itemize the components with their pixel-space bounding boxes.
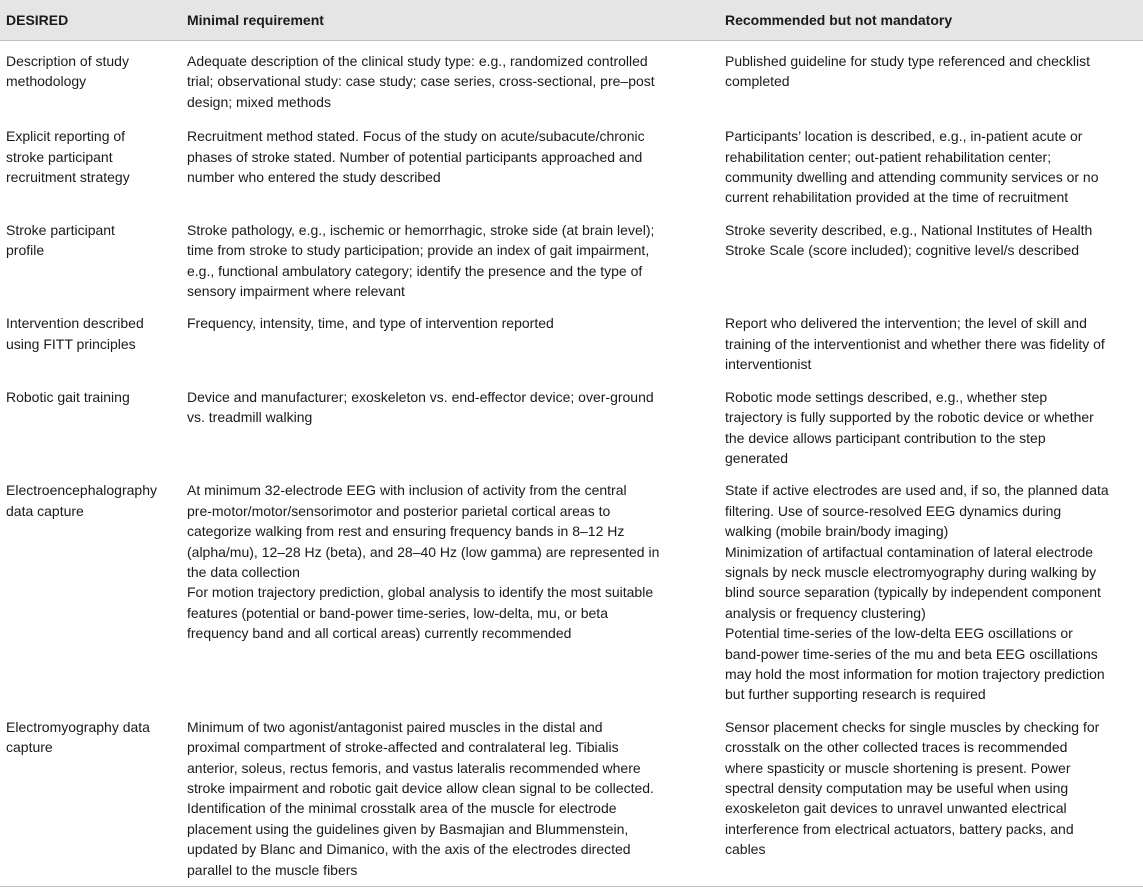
minimal-requirement-cell — [183, 473, 720, 709]
table-row — [0, 710, 1143, 887]
cell-text-line: interventionist — [725, 356, 812, 373]
cell-text-line: walking (mobile brain/body imaging) — [725, 523, 949, 540]
desired-cell — [0, 473, 183, 709]
cell-text-line: Minimization of artifactual contamination of lateral electrode — [725, 543, 1094, 560]
cell-text-line: Stroke Scale (score included); cognitive level/s described — [725, 242, 1080, 259]
cell-text-line: rehabilitation center; out-patient rehabilitation center; — [725, 148, 1052, 165]
cell-text-line: State if active electrodes are used and, if so, the planned data — [725, 482, 1109, 499]
minimal-requirement-cell — [183, 41, 720, 120]
minimal-requirement-cell — [183, 213, 720, 307]
cell-text-line: pre-motor/motor/sensorimotor and posterior parietal cortical areas to — [187, 502, 611, 519]
cell-text-line: design; mixed methods — [187, 93, 331, 110]
cell-text-line: features (potential or band-power time-series, low-delta, mu, or beta — [187, 604, 608, 621]
cell-text-line: profile — [6, 242, 45, 259]
cell-text-line: analysis or frequency clustering) — [725, 604, 926, 621]
cell-text-line: categorize walking from rest and ensuring frequency bands in 8–12 Hz — [187, 523, 625, 540]
table-row — [0, 473, 1143, 709]
minimal-requirement-cell — [183, 119, 720, 213]
cell-text-line: filtering. Use of source-resolved EEG dynamics during — [725, 502, 1062, 519]
cell-text-line: recruitment strategy — [6, 169, 130, 186]
table-row — [0, 119, 1143, 213]
cell-text-line: Description of study — [6, 53, 129, 69]
cell-text-line: exoskeleton gait devices to unravel unwanted electrical — [725, 800, 1067, 817]
cell-text-line: Intervention described — [6, 315, 144, 332]
cell-text-line: trial; observational study: case study; case series, cross-sectional, pre–post — [187, 73, 655, 90]
cell-text-line: signals by neck muscle electromyography during walking by — [725, 563, 1097, 580]
cell-text-line: Stroke pathology, e.g., ischemic or hemorrhagic, stroke side (at brain level); — [187, 221, 655, 238]
cell-text-line: crosstalk on the other collected traces is recommended — [725, 739, 1068, 756]
header-desired: DESIRED — [0, 0, 183, 41]
cell-text-line: completed — [725, 73, 790, 90]
table-row — [0, 213, 1143, 307]
minimal-requirement-cell — [183, 710, 720, 887]
cell-text-line: band-power time-series of the mu and beta EEG oscillations — [725, 645, 1098, 662]
cell-text-line: For motion trajectory prediction, global analysis to identify the most suitable — [187, 584, 654, 601]
cell-text-line: data capture — [6, 502, 84, 519]
cell-text-line: proximal compartment of stroke-affected and contralateral leg. Tibialis — [187, 739, 619, 756]
table-header — [0, 0, 1143, 41]
cell-text-line: Potential time-series of the low-delta EEG oscillations or — [725, 625, 1073, 642]
cell-text-line: interference from electrical actuators, battery packs, and — [725, 820, 1074, 837]
cell-text-line: using FITT principles — [6, 335, 136, 352]
recommended-cell — [720, 41, 1143, 120]
cell-text-line: Electromyography data — [6, 718, 150, 735]
cell-text-line: (alpha/mu), 12–28 Hz (beta), and 28–40 Hz (low gamma) are represented in — [187, 543, 660, 560]
cell-text-line: trajectory is fully supported by the robotic device or whether — [725, 409, 1094, 426]
recommended-cell — [720, 119, 1143, 213]
cell-text-line: spectral density computation may be useful when using — [725, 780, 1069, 796]
cell-text-line: vs. treadmill walking — [187, 409, 313, 426]
cell-text-line: but further supporting research is required — [725, 686, 986, 703]
recommended-cell — [720, 306, 1143, 379]
header-recommended: Recommended but not mandatory — [720, 0, 1143, 41]
desired-cell — [0, 213, 183, 307]
cell-text-line: the device allows participant contribution to the step — [725, 429, 1046, 446]
cell-text-line: number who entered the study described — [187, 169, 441, 186]
cell-text-line: stroke impairment and robotic gait device allow clean signal to be collected. — [187, 780, 654, 796]
cell-text-line: Report who delivered the intervention; the level of skill and — [725, 315, 1087, 332]
cell-text-line: cables — [725, 841, 766, 858]
cell-text-line: Recruitment method stated. Focus of the study on acute/subacute/chronic — [187, 128, 645, 145]
cell-text-line: Participants’ location is described, e.g., in-patient acute or — [725, 128, 1083, 145]
header-row — [0, 0, 1143, 41]
cell-text-line: Minimum of two agonist/antagonist paired muscles in the distal and — [187, 718, 603, 735]
cell-text-line: At minimum 32-electrode EEG with inclusion of activity from the central — [187, 482, 627, 499]
cell-text-line: anterior, soleus, rectus femoris, and vastus lateralis recommended where — [187, 759, 641, 776]
cell-text-line: Published guideline for study type referenced and checklist — [725, 53, 1090, 69]
recommended-cell — [720, 473, 1143, 709]
cell-text-line: Robotic mode settings described, e.g., whether step — [725, 388, 1048, 405]
cell-text-line: the data collection — [187, 563, 300, 580]
cell-text-line: updated by Blanc and Dimanico, with the axis of the electrodes directed — [187, 841, 631, 858]
recommended-cell — [720, 380, 1143, 474]
table-row — [0, 380, 1143, 474]
cell-text-line: Robotic gait training — [6, 388, 130, 405]
minimal-requirement-cell — [183, 380, 720, 474]
cell-text-line: generated — [725, 449, 789, 466]
desired-cell — [0, 306, 183, 379]
cell-text-line: may hold the most information for motion trajectory prediction — [725, 665, 1105, 682]
cell-text-line: Frequency, intensity, time, and type of intervention reported — [187, 315, 554, 332]
cell-text-line: Identification of the minimal crosstalk area of the muscle for electrode — [187, 800, 617, 817]
desired-cell — [0, 41, 183, 120]
cell-text-line: Adequate description of the clinical study type: e.g., randomized controlled — [187, 53, 648, 69]
table-row — [0, 306, 1143, 379]
cell-text-line: sensory impairment where relevant — [187, 283, 405, 300]
cell-text-line: training of the interventionist and whether there was fidelity of — [725, 335, 1105, 352]
cell-text-line: phases of stroke stated. Number of potential participants approached and — [187, 148, 643, 165]
table-row — [0, 41, 1143, 120]
cell-text-line: methodology — [6, 73, 87, 90]
cell-text-line: frequency band and all cortical areas) currently recommended — [187, 625, 572, 642]
cell-text-line: Explicit reporting of — [6, 128, 126, 145]
cell-text-line: current rehabilitation provided at the time of recruitment — [725, 189, 1069, 206]
cell-text-line: placement using the guidelines given by Basmajian and Blummenstein, — [187, 820, 629, 837]
cell-text-line: Stroke severity described, e.g., National Institutes of Health — [725, 221, 1093, 238]
recommended-cell — [720, 213, 1143, 307]
cell-text-line: e.g., functional ambulatory category; identify the presence and the type of — [187, 262, 643, 279]
desired-cell — [0, 380, 183, 474]
recommended-cell — [720, 710, 1143, 887]
cell-text-line: blind source separation (typically by independent component — [725, 584, 1101, 601]
cell-text-line: Electroencephalography — [6, 482, 157, 499]
table-body — [0, 41, 1143, 887]
cell-text-line: Stroke participant — [6, 221, 115, 238]
cell-text-line: Sensor placement checks for single muscles by checking for — [725, 718, 1100, 735]
desired-cell — [0, 710, 183, 887]
desired-cell — [0, 119, 183, 213]
cell-text-line: Device and manufacturer; exoskeleton vs. end-effector device; over-ground — [187, 388, 654, 405]
minimal-requirement-cell — [183, 306, 720, 379]
cell-text-line: capture — [6, 739, 53, 756]
cell-text-line: time from stroke to study participation; provide an index of gait impairment, — [187, 242, 650, 259]
cell-text-line: community dwelling and attending community services or no — [725, 169, 1099, 186]
cell-text-line: stroke participant — [6, 148, 113, 165]
header-minimal-requirement: Minimal requirement — [183, 0, 720, 41]
cell-text-line: parallel to the muscle fibers — [187, 861, 358, 878]
cell-text-line: where spasticity or muscle shortening is present. Power — [725, 759, 1071, 776]
